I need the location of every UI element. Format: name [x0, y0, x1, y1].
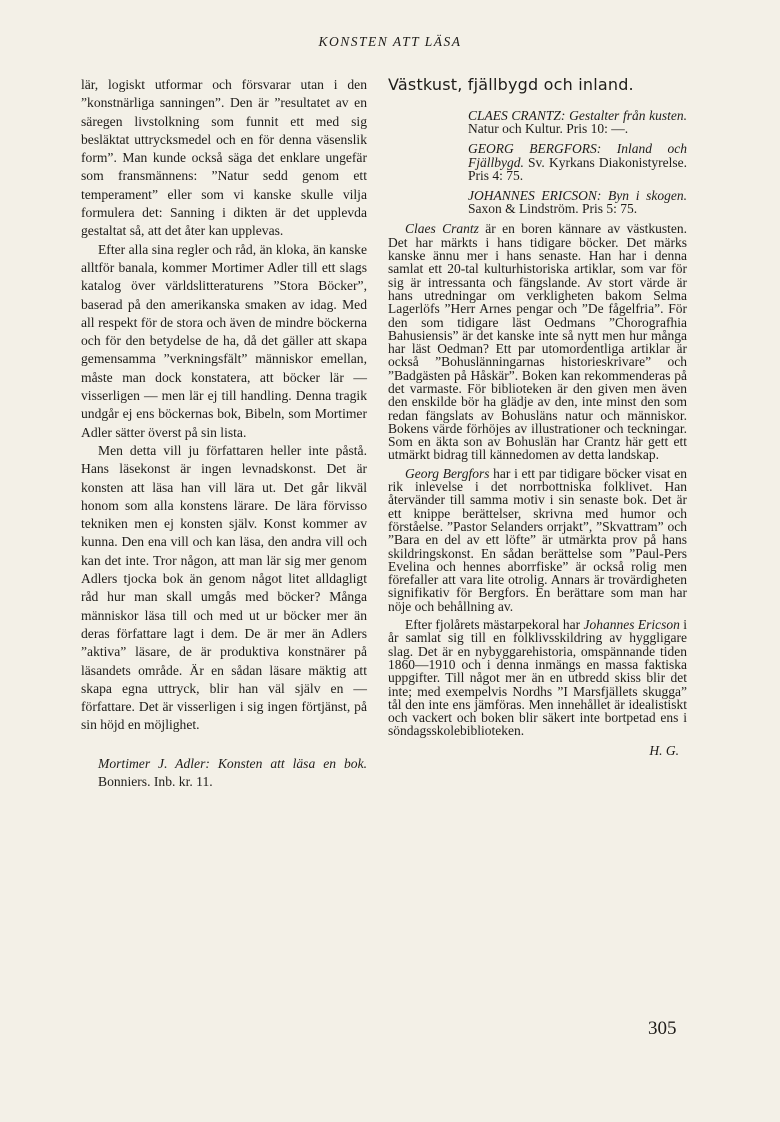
left-column: [81, 76, 367, 791]
left-paragraph-1: lär, logiskt utformar och försvarar utan i den ”konstnärliga sanningen”. Den är ”resultatet av en säregen livstolkning som funnit ett med sig besläktat uttrycksmedel och en för denna väsenslik form”. Man kunde också säga det enklare ungefär som fransmännens: ”Natur sedd genom ett temperament” eller som vi kanske skulle vilja formulera det: Sanning i dikten är det upplevda gestaltat så, att det åter kan upplevas.: [81, 77, 367, 239]
review-paragraph-crantz: [388, 222, 687, 461]
running-head: KONSTEN ATT LÄSA: [318, 34, 462, 49]
review-text: i år samlat sig till en folklivsskildring av hyggligare slag. Det är en nybyggarehistoria, omspännande tiden 1860—1910 och i denna inmängs en massa faktiska uppgifter. Till något mer än en utbredd skiss blir det inte; med exempelvis Nordhs ”I Marsfjällets skugga” tål den inte ens jämföras. Men innehållet är idealistiskt och vackert och boken blir säkert inte bortpetad ens i söndagsskolebiblioteken.: [388, 617, 687, 739]
book-details: Natur och Kultur. Pris 10: —.: [468, 121, 629, 137]
book-details: Saxon & Lindström. Pris 5: 75.: [468, 201, 638, 217]
review-text: är en boren kännare av västkusten. Det har märkts i hans tidigare böcker. Det märks kanske ännu mer i hans senaste. Han har i denna samlat ett 20-tal kulturhistoriska artiklar, som var för sig är intressanta och fängslande. Av stort värde är hans utredningar om verkligheten bakom Selma Lagerlöfs ”Herr Arnes pengar och ”De fågelfria”. För den som tidigare läst Oedmans ”Chorografhia Bahusiensis” är det kanske inte så nytt men hur många har läst Oedman? Ett par utomordentliga artiklar är också ”Bohuslänningarnas historieskrivare” och ”Badgästen på Håskär”. Boken kan rekommenderas på det varmaste. För biblioteken är den given men även den enskilde bör ha glädje av den, inte minst den som redan fängslats av Bohusläns natur och människor. Bokens värde förhöjes av illustrationer och teckningar. Som en äkta son av Bohuslän har Crantz här gett ett utmärkt bidrag till kännedomen av detta landskap.: [388, 221, 687, 463]
book-list: [468, 109, 687, 215]
review-reference: [81, 755, 367, 792]
book-details: Sv. Kyrkans Diakonistyrelse. Pris 4: 75.: [468, 154, 687, 183]
right-column: [388, 75, 687, 759]
section-title: Västkust, fjällbygd och inland.: [388, 75, 634, 94]
author-name: Claes Crantz: [405, 221, 479, 237]
review-body: [388, 222, 687, 737]
review-text: Efter fjolårets mästarpekoral har: [405, 617, 584, 633]
page-number: 305: [648, 1018, 677, 1039]
review-paragraph-bergfors: [388, 467, 687, 613]
book-title: CLAES CRANTZ: Gestalter från kusten.: [468, 108, 687, 123]
book-entry: [468, 142, 687, 182]
review-reference-publisher: Bonniers. Inb. kr. 11.: [98, 773, 213, 789]
book-entry: [468, 109, 687, 135]
author-name: Johannes Ericson: [583, 617, 680, 633]
review-paragraph-ericson: [388, 618, 687, 738]
signature: H. G.: [649, 742, 679, 758]
book-title: JOHANNES ERICSON: Byn i skogen.: [468, 188, 687, 204]
review-reference-title: Mortimer J. Adler: Konsten att läsa en bok.: [98, 755, 367, 771]
author-name: Georg Bergfors: [405, 465, 490, 481]
book-title: GEORG BERGFORS: Inland och Fjällbygd.: [468, 141, 687, 170]
left-paragraph-2: Efter alla sina regler och råd, än kloka, än kanske alltför banala, kommer Mortimer Adler till ett slags katalog över världslitteraturens ”Stora Böcker”, baserad på den amerikanska smaken av idag. Med all respekt för de stora och även de mindre böckerna och för den betydelse de ha, då det gäller att skapa gemensamma ”verkningsfält” människor emellan, måste man dock konstatera, att böcker lär — visserligen — men lär ej till handling. Denna tragik undgår ej ens böckernas bok, Bibeln, som Mortimer Adler sätter överst på sin lista.: [81, 241, 367, 440]
review-text: har i ett par tidigare böcker visat en rik inlevelse i det norrbottniska folklivet. Han återvänder till samma motiv i sin senaste bok. Det är ett knippe berättelser, skrivna med humor och förståelse. ”Pastor Selanders orrjakt”, ”Skvattram” och ”Bara en del av ett löfte” är utmärkta prov på hans skildringskonst. En sådan berättelse som ”Paul-Pers Evelina och hennes aborrfiske” är också rolig men förefaller att vara lite otrolig. Annars är trovärdigheten signifikativ för Bergfors. En berättare som man har nöje och behållning av.: [388, 465, 687, 614]
book-entry: [468, 189, 687, 215]
left-paragraph-3: Men detta vill ju författaren heller inte påstå. Hans läsekonst är ingen levnadskonst. Det är konsten att läsa han vill lära ut. Det går likväl honom som alla konstens lärare. De lära förvisso tekniken men ej konsten själv. Konst kommer av kunna. Den ena vill och kan läsa, den andra vill och kan det inte. Tror någon, att man lär sig mer genom Adlers tjocka bok än genom något litet alldagligt råd hur man skall umgås med böcker? Många människor läsa till och med ut ur böcker mer än deras författare lagt i dem. De är mer än Adlers ”aktiva” läsare, de är produktiva konstnärer på läsandets område. Är en sådan läsare mäktig att skapa egna uttryck, blir han väl själv en — författare. Det är visserligen i sig ingen förtjänst, på sin höjd en möjlighet.: [81, 442, 367, 733]
